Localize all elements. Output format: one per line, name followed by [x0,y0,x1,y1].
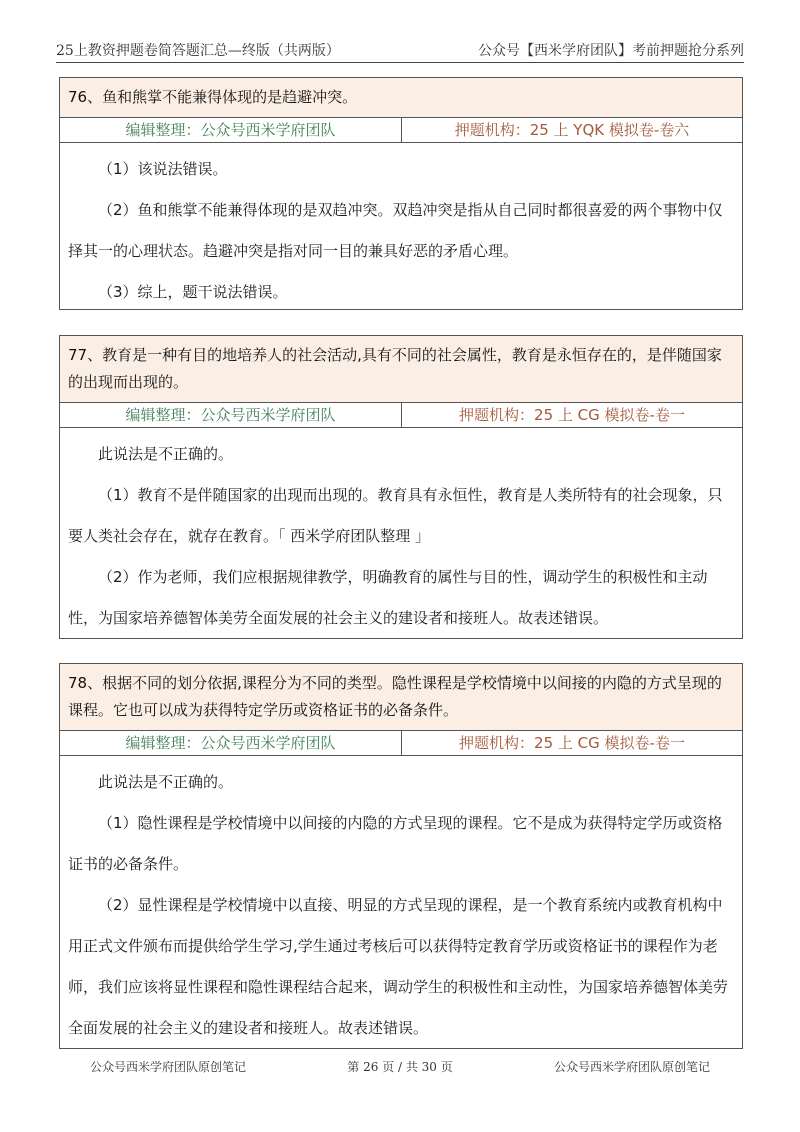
answer-body [60,756,742,1055]
footer-right: 公众号西米学府团队原创笔记 [553,1060,710,1074]
answer-line: （2）作为老师，我们应根据规律教学，明确教育的属性与目的性，调动学生的积极性和主动性，为国家培养德智体美劳全面发展的社会主义的建设者和接班人。故表述错误。 [68,568,708,627]
question-card [59,335,743,639]
header-right: 公众号【西米学府团队】考前押题抢分系列 [478,43,744,59]
answer-line: 此说法是不正确的。 [98,445,234,463]
question-title: 77、教育是一种有目的地培养人的社会活动,具有不同的社会属性，教育是永恒存在的，是伴随国家的出现而出现的。 [60,336,742,403]
source-label: 押题机构：25 上 YQK 模拟卷-卷六 [454,121,690,139]
source-label: 押题机构：25 上 CG 模拟卷-卷一 [459,734,685,752]
footer-left: 公众号西米学府团队原创笔记 [90,1060,247,1074]
answer-line: （1）该说法错误。 [98,160,228,178]
editor-label: 编辑整理：公众号西米学府团队 [60,118,402,142]
answer-line: （2）鱼和熊掌不能兼得体现的是双趋冲突。双趋冲突是指从自己同时都很喜爱的两个事物中仅择其一的心理状态。趋避冲突是指对同一目的兼具好恶的矛盾心理。 [68,201,723,260]
question-meta [60,118,742,143]
question-card [59,663,743,1049]
question-meta [60,403,742,428]
answer-line: （3）综上，题干说法错误。 [98,283,288,301]
page-header [56,34,744,63]
question-title: 76、鱼和熊掌不能兼得体现的是趋避冲突。 [60,78,742,118]
answer-body [60,143,742,319]
answer-line: 此说法是不正确的。 [98,773,234,791]
editor-label: 编辑整理：公众号西米学府团队 [60,731,402,755]
question-meta [60,731,742,756]
editor-label: 编辑整理：公众号西米学府团队 [60,403,402,427]
answer-line: （1）教育不是伴随国家的出现而出现的。教育具有永恒性，教育是人类所特有的社会现象，只要人类社会存在，就存在教育。「 西米学府团队整理 」 [68,486,723,545]
question-title: 78、根据不同的划分依据,课程分为不同的类型。隐性课程是学校情境中以间接的内隐的方式呈现的课程。它也可以成为获得特定学历或资格证书的必备条件。 [60,664,742,731]
answer-body [60,428,742,645]
answer-line: （1）隐性课程是学校情境中以间接的内隐的方式呈现的课程。它不是成为获得特定学历或资格证书的必备条件。 [68,814,723,873]
question-card [59,77,743,310]
header-left: 25上教资押题卷简答题汇总—终版（共两版） [56,43,340,59]
page-number: 第 26 页 / 共 30 页 [347,1060,453,1074]
source-label: 押题机构：25 上 CG 模拟卷-卷一 [459,406,685,424]
answer-line: （2）显性课程是学校情境中以直接、明显的方式呈现的课程，是一个教育系统内或教育机构中用正式文件颁布而提供给学生学习,学生通过考核后可以获得特定教育学历或资格证书的课程作为老师，我们应该将显性课程和隐性课程结合起来，调动学生的积极性和主动性，为国家培养德智体美劳全面发展的社会主义的建设者和接班人。故表述错误。 [68,896,729,1037]
page-footer [90,1058,710,1075]
